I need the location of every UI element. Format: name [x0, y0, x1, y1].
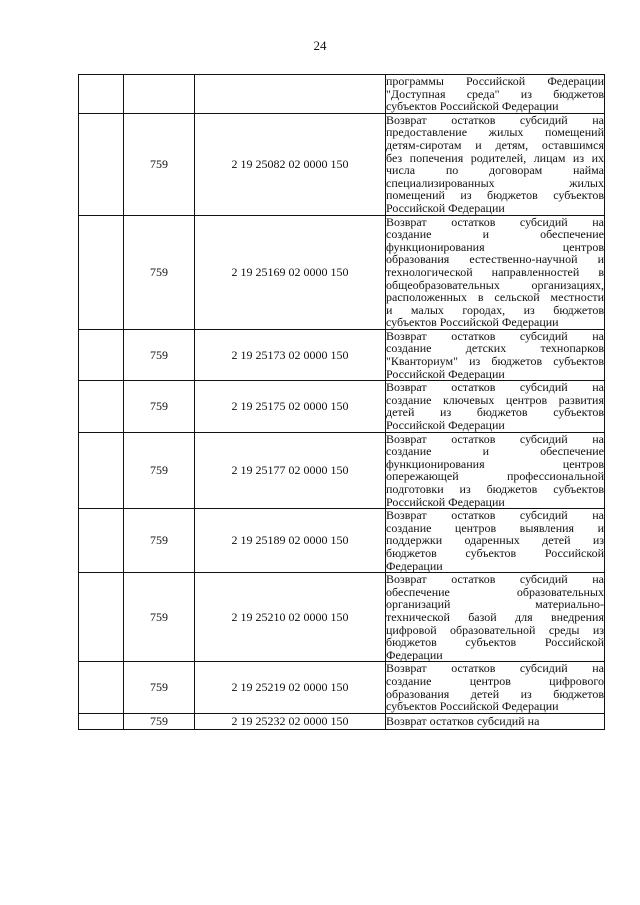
description-line: субъектов Российской Федерации — [386, 315, 559, 330]
empty-cell — [79, 509, 124, 573]
table-row — [79, 509, 605, 573]
description-line: "Доступная среда" из бюджетов — [386, 86, 604, 101]
admin-code-cell: 759 — [124, 573, 195, 662]
kbk-code-cell: 2 19 25169 02 0000 150 — [195, 215, 386, 329]
description-line: Возврат остатков субсидий на — [386, 328, 604, 343]
table-row — [79, 713, 605, 729]
description-line: без попечения родителей, лицам из их — [386, 150, 604, 165]
budget-codes-table — [78, 74, 605, 730]
kbk-code-cell: 2 19 25177 02 0000 150 — [195, 432, 386, 509]
empty-cell — [79, 75, 124, 114]
empty-cell — [79, 573, 124, 662]
admin-code-cell: 759 — [124, 509, 195, 573]
table-row — [79, 75, 605, 114]
description-line: Федерации — [386, 647, 443, 662]
admin-code-cell: 759 — [124, 432, 195, 509]
description-line: технологической направленностей в — [386, 264, 604, 279]
description-line: Возврат остатков субсидий на — [386, 508, 604, 523]
kbk-code-cell: 2 19 25175 02 0000 150 — [195, 381, 386, 432]
description-line: создание ключевых центров развития — [386, 392, 604, 407]
description-line: специализированных жилых — [386, 175, 604, 190]
description-line: бюджетов субъектов Российской — [386, 635, 604, 650]
kbk-code-cell: 2 19 25232 02 0000 150 — [195, 713, 386, 729]
description-cell — [386, 113, 605, 215]
description-line: помещений из бюджетов субъектов — [386, 188, 604, 203]
admin-code-cell: 759 — [124, 713, 195, 729]
description-line: функционирования центров — [386, 456, 604, 471]
description-line: создание и обеспечение — [386, 227, 604, 242]
description-line: организаций материально- — [386, 597, 604, 612]
description-line: подготовки из бюджетов субъектов — [386, 482, 604, 496]
description-line: Возврат остатков субсидий на — [386, 713, 540, 728]
description-line: образования естественно-научной и — [386, 252, 604, 267]
description-line: "Кванториум" из бюджетов субъектов — [386, 354, 604, 369]
table-row — [79, 573, 605, 662]
empty-cell — [79, 662, 124, 713]
description-line: цифровой образовательной среды из — [386, 622, 604, 637]
description-line: числа по договорам найма — [386, 163, 604, 178]
description-line: детям-сиротам и детям, оставшимся — [386, 137, 604, 152]
description-line: Российской Федерации — [386, 494, 505, 509]
kbk-code-cell: 2 19 25082 02 0000 150 — [195, 113, 386, 215]
table-row — [79, 113, 605, 215]
empty-cell — [79, 713, 124, 729]
description-line: Возврат остатков субсидий на — [386, 380, 604, 395]
kbk-code-cell: 2 19 25210 02 0000 150 — [195, 573, 386, 662]
table-row — [79, 329, 605, 380]
description-line: опережающей профессиональной — [386, 469, 604, 484]
admin-code-cell: 759 — [124, 381, 195, 432]
table-row — [79, 432, 605, 509]
table-body — [79, 75, 605, 730]
table-row — [79, 215, 605, 329]
admin-code-cell: 759 — [124, 215, 195, 329]
description-line: детей из бюджетов субъектов — [386, 405, 604, 420]
kbk-code-cell: 2 19 25173 02 0000 150 — [195, 329, 386, 380]
kbk-code-cell — [195, 75, 386, 114]
description-cell — [386, 662, 605, 713]
description-line: предоставление жилых помещений — [386, 125, 604, 140]
description-cell — [386, 215, 605, 329]
description-line: поддержки одаренных детей из — [386, 533, 604, 548]
description-line: субъектов Российской Федерации — [386, 699, 559, 714]
description-line: Возврат остатков субсидий на — [386, 572, 604, 587]
admin-code-cell: 759 — [124, 662, 195, 713]
table-row — [79, 662, 605, 713]
description-line: Федерации — [386, 558, 443, 573]
empty-cell — [79, 113, 124, 215]
description-line: Возврат остатков субсидий на — [386, 214, 604, 229]
description-line: создание центров выявления и — [386, 520, 604, 535]
empty-cell — [79, 215, 124, 329]
admin-code-cell: 759 — [124, 329, 195, 380]
page-number: 24 — [313, 38, 327, 53]
description-line: создание центров цифрового — [386, 673, 604, 688]
description-line: образования детей из бюджетов — [386, 686, 604, 701]
description-line: Возврат остатков субсидий на — [386, 112, 604, 127]
admin-code-cell: 759 — [124, 113, 195, 215]
kbk-code-cell: 2 19 25219 02 0000 150 — [195, 662, 386, 713]
description-cell — [386, 432, 605, 509]
description-line: Российской Федерации — [386, 366, 505, 381]
description-cell — [386, 329, 605, 380]
empty-cell — [79, 432, 124, 509]
description-line: общеобразовательных организациях, — [386, 277, 604, 292]
description-line: создание детских технопарков — [386, 341, 604, 356]
kbk-code-cell: 2 19 25189 02 0000 150 — [195, 509, 386, 573]
description-line: Российской Федерации — [386, 200, 505, 215]
description-line: Возврат остатков субсидий на — [386, 431, 604, 446]
description-line: программы Российской Федерации — [386, 74, 604, 88]
description-cell — [386, 573, 605, 662]
empty-cell — [79, 329, 124, 380]
description-cell — [386, 381, 605, 432]
empty-cell — [79, 381, 124, 432]
description-line: и малых городах, из бюджетов — [386, 302, 604, 317]
description-line: Возврат остатков субсидий на — [386, 661, 604, 676]
description-line: функционирования центров — [386, 239, 604, 254]
description-line: бюджетов субъектов Российской — [386, 545, 604, 560]
description-line: создание и обеспечение — [386, 444, 604, 459]
description-line: Российской Федерации — [386, 418, 505, 433]
admin-code-cell — [124, 75, 195, 114]
description-cell — [386, 75, 605, 114]
description-line: технической базой для внедрения — [386, 609, 604, 624]
description-cell — [386, 509, 605, 573]
description-line: расположенных в сельской местности — [386, 290, 604, 305]
description-line: субъектов Российской Федерации — [386, 99, 559, 114]
table-row — [79, 381, 605, 432]
description-cell — [386, 713, 605, 729]
description-line: обеспечение образовательных — [386, 584, 604, 599]
